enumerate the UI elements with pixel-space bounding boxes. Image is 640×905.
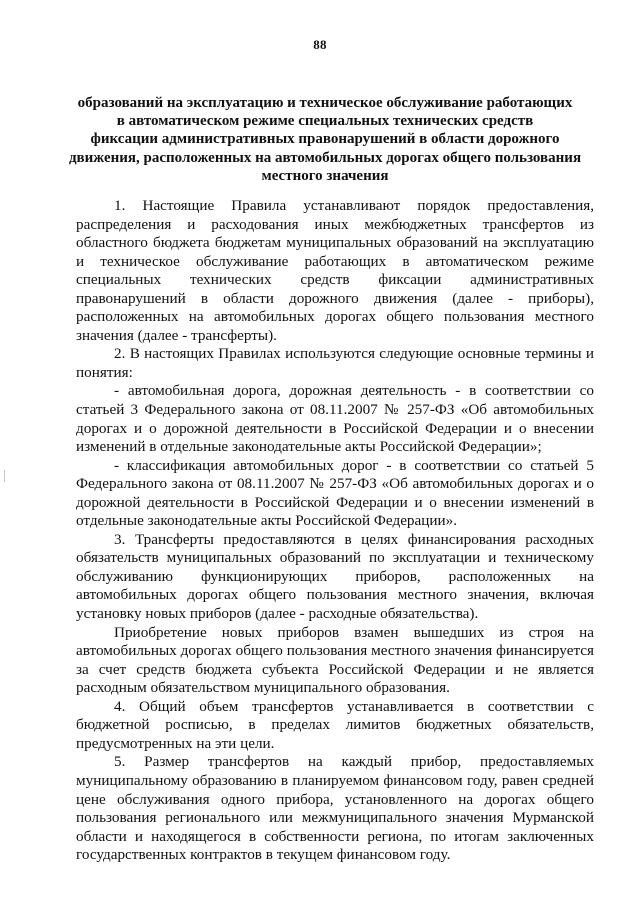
text-line: бюджетной росписью, в пределах лимитов бюджетных обязательств, bbox=[76, 716, 594, 734]
text-line: цене обслуживания одного прибора, установленного на дорогах общего bbox=[76, 790, 594, 808]
scan-margin-mark bbox=[4, 470, 8, 482]
text-line: обязательств муниципальных образований по эксплуатации и техническому bbox=[76, 549, 594, 567]
text-line: расположенных на автомобильных дорогах общего пользования местного bbox=[76, 308, 594, 326]
text-line: автомобильных дорогах общего пользования местного значения финансируется bbox=[76, 642, 594, 660]
document-body bbox=[76, 197, 594, 865]
title-line: в автоматическом режиме специальных технических средств bbox=[116, 113, 534, 130]
text-line: понятия: bbox=[76, 363, 133, 381]
text-line: дорожной деятельности в Российской Федерации и о внесении изменений в bbox=[76, 493, 594, 511]
text-line: и техническое обслуживание работающих в автоматическом режиме bbox=[76, 252, 594, 270]
title-line: движения, расположенных на автомобильных дорогах общего пользования bbox=[68, 149, 582, 166]
text-line: за счет средств бюджета субъекта Российской Федерации и не является bbox=[76, 660, 594, 678]
text-line: отдельные законодательные акты Российской Федерации». bbox=[76, 512, 458, 530]
text-line: специальных технических средств фиксации административных bbox=[76, 271, 594, 289]
text-line: пользования регионального или межмуниципального значения Мурманской bbox=[76, 809, 594, 827]
title-line: местного значения bbox=[261, 167, 389, 184]
text-line: расходным обязательством муниципального образования. bbox=[76, 679, 450, 697]
paragraph-replacement bbox=[76, 624, 594, 698]
text-line: 5. Размер трансфертов на каждый прибор, предоставляемых bbox=[114, 753, 594, 771]
paragraph-4 bbox=[76, 698, 594, 754]
paragraph-3 bbox=[76, 531, 594, 624]
text-line: статьей 3 Федерального закона от 08.11.2007 № 257-ФЗ «Об автомобильных bbox=[76, 401, 594, 419]
text-line: распределения и расходования иных межбюджетных трансфертов из bbox=[76, 215, 594, 233]
paragraph-term-classification bbox=[76, 457, 594, 531]
title-line: образований на эксплуатацию и техническое обслуживание работающих bbox=[77, 95, 573, 111]
text-line: 2. В настоящих Правилах используются следующие основные термины и bbox=[114, 345, 594, 363]
text-line: 3. Трансферты предоставляются в целях финансирования расходных bbox=[114, 530, 594, 548]
text-line: автомобильных дорогах общего пользования местного значения, включая bbox=[76, 586, 594, 604]
paragraph-1 bbox=[76, 197, 594, 345]
text-line: области и находящегося в собственности региона, по итогам заключенных bbox=[76, 827, 594, 845]
text-line: 4. Общий объем трансфертов устанавливается в соответствии с bbox=[114, 697, 594, 715]
title-line: фиксации административных правонарушений в области дорожного bbox=[90, 131, 560, 148]
paragraph-5 bbox=[76, 753, 594, 864]
text-line: - классификация автомобильных дорог - в соответствии со статьей 5 bbox=[114, 456, 594, 474]
text-line: дорогах и о дорожной деятельности в Российской Федерации и о внесении bbox=[76, 419, 594, 437]
document-title bbox=[60, 94, 590, 185]
text-line: установку новых приборов (далее - расходные обязательства). bbox=[76, 605, 479, 623]
paragraph-term-road bbox=[76, 382, 594, 456]
text-line: 1. Настоящие Правила устанавливают порядок предоставления, bbox=[114, 197, 594, 214]
text-line: изменений в отдельные законодательные акты Российской Федерации»; bbox=[76, 438, 542, 456]
paragraph-2 bbox=[76, 345, 594, 382]
page-number: 88 bbox=[313, 37, 327, 52]
text-line: правонарушений в области дорожного движения (далее - приборы), bbox=[76, 289, 594, 307]
text-line: Федерального закона от 08.11.2007 № 257-ФЗ «Об автомобильных дорогах и о bbox=[76, 475, 594, 493]
text-line: обслуживанию функционирующих приборов, расположенных на bbox=[76, 567, 594, 585]
text-line: - автомобильная дорога, дорожная деятельность - в соответствии со bbox=[114, 382, 594, 400]
text-line: государственных контрактов в текущем финансовом году. bbox=[76, 846, 451, 864]
text-line: значения (далее - трансферты). bbox=[76, 326, 277, 344]
text-line: предусмотренных на эти цели. bbox=[76, 734, 275, 752]
text-line: областного бюджета бюджетам муниципальных образований на эксплуатацию bbox=[76, 234, 594, 252]
text-line: Приобретение новых приборов взамен вышедших из строя на bbox=[114, 623, 594, 641]
text-line: муниципальному образованию в планируемом финансовом году, равен средней bbox=[76, 771, 594, 789]
